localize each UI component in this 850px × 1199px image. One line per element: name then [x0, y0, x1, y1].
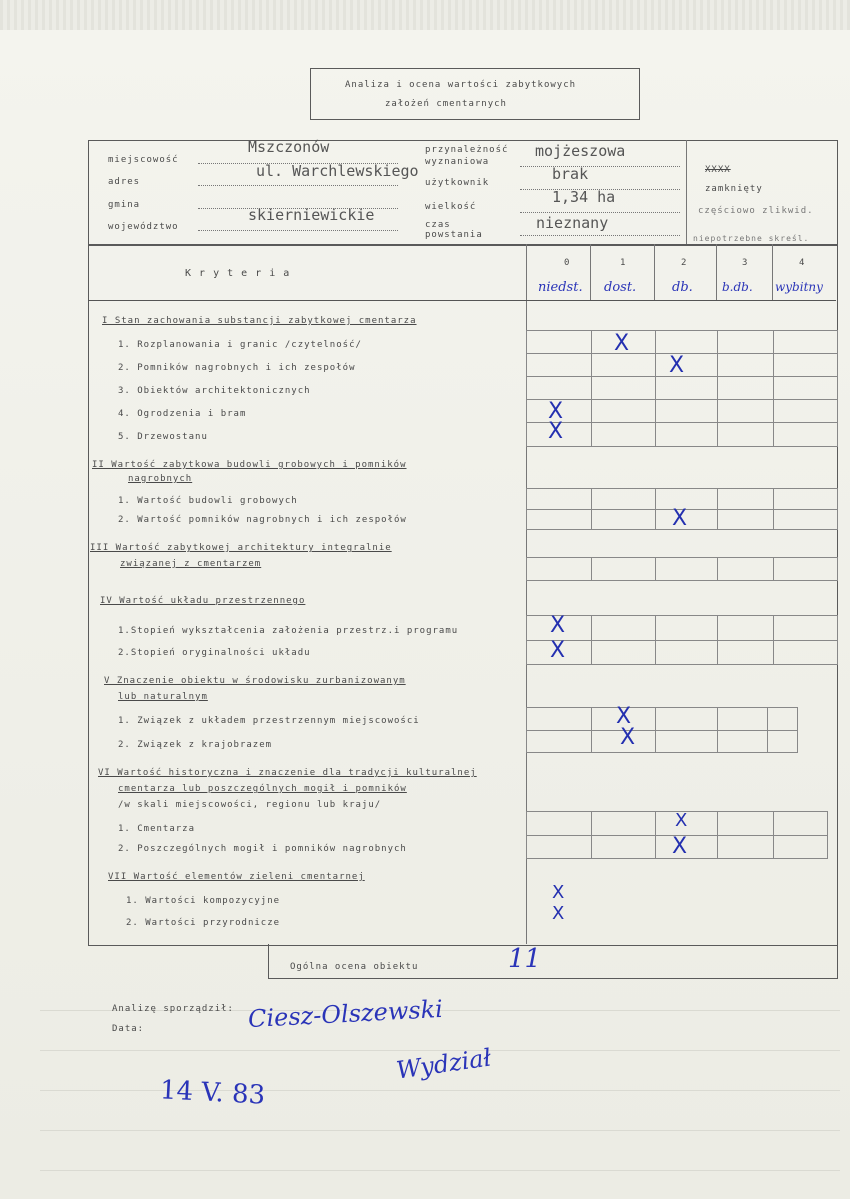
section-VI-title1: VI Wartość historyczna i znaczenie dla tradycji kulturalnej	[98, 768, 477, 778]
scan-edge	[0, 0, 850, 30]
VI-item-2: 2. Poszczególnych mogił i pomników nagrobnych	[118, 844, 407, 854]
grid-V	[526, 704, 798, 753]
section-VI-title3: /w skali miejscowości, regionu lub kraju/	[118, 800, 382, 810]
dotted-line	[198, 230, 398, 231]
value-wielkosc: 1,34 ha	[552, 188, 616, 206]
mark-V-1: X	[616, 704, 632, 729]
label-wojewodztwo: województwo	[108, 222, 179, 232]
title-line2: założeń cmentarnych	[385, 99, 507, 109]
dotted-line	[520, 166, 680, 167]
dotted-line	[520, 189, 680, 190]
col-label-2: db.	[672, 280, 693, 295]
ruled-line	[40, 1130, 840, 1131]
footer-analizy: Analizę sporządził:	[112, 1004, 234, 1014]
mark-V-2: X	[620, 725, 636, 750]
IV-item-2: 2.Stopień oryginalności układu	[118, 648, 311, 658]
label-wielkosc: wielkość	[425, 202, 477, 212]
ruled-line	[40, 1170, 840, 1171]
section-II-title2: nagrobnych	[128, 474, 193, 484]
section-IV-title: IV Wartość układu przestrzennego	[100, 596, 306, 606]
signature-2: Wydział	[394, 1043, 493, 1085]
dotted-line	[198, 185, 398, 186]
header-divider	[686, 140, 687, 244]
label-uzytkownik: użytkownik	[425, 178, 490, 188]
col-divider	[716, 244, 717, 300]
col-label-3: b.db.	[722, 280, 753, 294]
grid-I	[526, 330, 838, 447]
V-item-1: 1. Związek z układem przestrzennym miejscowości	[118, 716, 420, 726]
col-divider	[772, 244, 773, 300]
label-przynaleznosc: przynależność	[425, 145, 509, 155]
col-label-1: dost.	[604, 280, 637, 295]
value-przynaleznosc: mojżeszowa	[535, 142, 626, 160]
mark-I-2: X	[669, 353, 685, 378]
overall-label: Ogólna ocena obiektu	[290, 962, 419, 972]
I-item-1: 1. Rozplanowania i granic /czytelność/	[118, 340, 362, 350]
col-label-4: wybitny	[775, 280, 823, 294]
grid-III	[526, 557, 838, 581]
value-wojewodztwo: skierniewickie	[248, 206, 375, 224]
mark-VI-2: X	[672, 834, 688, 859]
section-VI-title2: cmentarza lub poszczególnych mogił i pomników	[118, 784, 407, 794]
section-II-title1: II Wartość zabytkowa budowli grobowych i pomników	[92, 460, 407, 470]
mark-I-1: X	[614, 331, 630, 356]
I-item-4: 4. Ogrodzenia i bram	[118, 409, 247, 419]
overall-value: 11	[508, 944, 542, 974]
II-item-2: 2. Wartość pomników nagrobnych i ich zespołów	[118, 515, 407, 525]
signature-1: Ciesz-Olszewski	[247, 994, 444, 1034]
II-item-1: 1. Wartość budowli grobowych	[118, 496, 298, 506]
value-czas-powstania: nieznany	[536, 214, 609, 232]
mark-I-5: X	[548, 419, 564, 444]
dotted-line	[520, 212, 680, 213]
label-adres: adres	[108, 177, 141, 187]
col-num-0: 0	[564, 258, 571, 268]
label-czas: czas	[425, 220, 451, 230]
label-powstania: powstania	[425, 230, 483, 240]
title-line1: Analiza i ocena wartości zabytkowych	[345, 80, 577, 90]
V-item-2: 2. Związek z krajobrazem	[118, 740, 273, 750]
value-uzytkownik: brak	[552, 165, 589, 183]
VII-item-1: 1. Wartości kompozycyjne	[126, 896, 281, 906]
col-label-0: niedst.	[538, 280, 583, 295]
section-V-title2: lub naturalnym	[118, 692, 208, 702]
mark-I-4: X	[548, 399, 564, 424]
mark-IV-1: X	[550, 613, 566, 638]
label-gmina: gmina	[108, 200, 141, 210]
dotted-line	[520, 235, 680, 236]
col-num-3: 3	[742, 258, 749, 268]
status-struck: XXXX	[705, 165, 731, 175]
mark-VII-2: X	[552, 903, 565, 924]
I-item-3: 3. Obiektów architektonicznych	[118, 386, 311, 396]
value-adres: ul. Warchlewskiego	[256, 162, 419, 180]
mark-IV-2: X	[550, 638, 566, 663]
mark-VI-1: X	[675, 810, 688, 831]
col-num-4: 4	[799, 258, 806, 268]
status-czesciowo: częściowo zlikwid.	[698, 206, 814, 216]
col-divider	[654, 244, 655, 300]
handwritten-date: 14 V. 83	[159, 1075, 266, 1111]
footer-data: Data:	[112, 1024, 145, 1034]
col-num-2: 2	[681, 258, 688, 268]
kryteria-label: K r y t e r i a	[185, 268, 291, 279]
criteria-header-line	[88, 300, 836, 301]
title-box	[310, 68, 640, 120]
grid-IV	[526, 615, 838, 665]
col-divider	[590, 244, 591, 300]
I-item-5: 5. Drzewostanu	[118, 432, 208, 442]
status-zamkniety: zamknięty	[705, 184, 763, 194]
section-VII-title: VII Wartość elementów zieleni cmentarnej	[108, 872, 365, 882]
col-num-1: 1	[620, 258, 627, 268]
section-III-title1: III Wartość zabytkowej architektury integralnie	[90, 543, 392, 553]
mark-VII-1: X	[552, 882, 565, 903]
VI-item-1: 1. Cmentarza	[118, 824, 196, 834]
mark-II-2: X	[672, 506, 688, 531]
section-V-title1: V Znaczenie obiektu w środowisku zurbanizowanym	[104, 676, 406, 686]
I-item-2: 2. Pomników nagrobnych i ich zespołów	[118, 363, 356, 373]
IV-item-1: 1.Stopień wykształcenia założenia przestrz.i programu	[118, 626, 459, 636]
status-note: niepotrzebne skreśl.	[693, 234, 810, 243]
section-III-title2: związanej z cmentarzem	[120, 559, 262, 569]
value-miejscowosc: Mszczonów	[248, 138, 330, 156]
label-wyznaniowa: wyznaniowa	[425, 157, 490, 167]
label-miejscowosc: miejscowość	[108, 155, 179, 165]
section-I-title: I Stan zachowania substancji zabytkowej cmentarza	[102, 316, 417, 326]
VII-item-2: 2. Wartości przyrodnicze	[126, 918, 281, 928]
